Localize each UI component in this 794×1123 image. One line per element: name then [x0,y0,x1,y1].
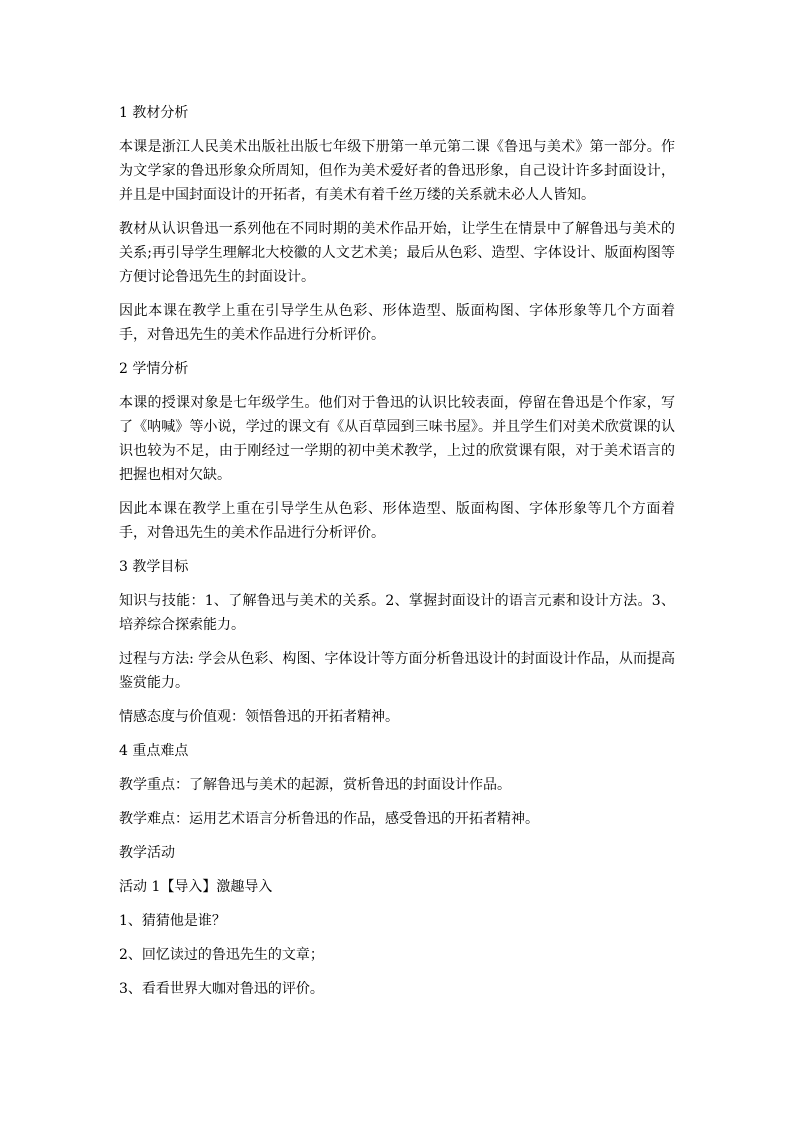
paragraph: 知识与技能：1、了解鲁迅与美术的关系。2、掌握封面设计的语言元素和设计方法。3、培养综合探索能力。 [119,593,675,633]
paragraph: 情感态度与价值观：领悟鲁迅的开拓者精神。 [119,709,399,725]
paragraph: 教学重点：了解鲁迅与美术的起源，赏析鲁迅的封面设计作品。 [119,777,511,793]
paragraph: 教学难点：运用艺术语言分析鲁迅的作品，感受鲁迅的开拓者精神。 [119,811,539,827]
paragraph: 活动 1【导入】激趣导入 [119,879,273,895]
paragraph: 因此本课在教学上重在引导学生从色彩、形体造型、版面构图、字体形象等几个方面着手，对鲁迅先生的美术作品进行分析评价。 [119,501,675,541]
paragraph: 因此本课在教学上重在引导学生从色彩、形体造型、版面构图、字体形象等几个方面着手，对鲁迅先生的美术作品进行分析评价。 [119,303,675,343]
paragraph: 过程与方法: 学会从色彩、构图、字体设计等方面分析鲁迅设计的封面设计作品，从而提高鉴赏能力。 [119,651,675,691]
document-body [119,101,675,1011]
list-item: 1、猜猜他是谁？ [119,913,226,929]
section-heading-student-analysis: 2 学情分析 [119,361,189,377]
section-heading-textbook-analysis: 1 教材分析 [119,105,189,121]
list-item: 3、看看世界大咖对鲁迅的评价。 [119,981,324,997]
paragraph: 本课是浙江人民美术出版社出版七年级下册第一单元第二课《鲁迅与美术》第一部分。作为文学家的鲁迅形象众所周知，但作为美术爱好者的鲁迅形象，自己设计许多封面设计，并且是中国封面设计的开拓者，有美术有着千丝万缕的关系就未必人人皆知。 [119,139,675,203]
paragraph: 本课的授课对象是七年级学生。他们对于鲁迅的认识比较表面，停留在鲁迅是个作家，写了《呐喊》等小说，学过的课文有《从百草园到三味书屋》。并且学生们对美术欣赏课的认识也较为不足，由于刚经过一学期的初中美术教学，上过的欣赏课有限，对于美术语言的把握也相对欠缺。 [119,395,675,483]
section-heading-teaching-goals: 3 教学目标 [119,559,189,575]
paragraph: 教材从认识鲁迅一系列他在不同时期的美术作品开始，让学生在情景中了解鲁迅与美术的关系;再引导学生理解北大校徽的人文艺术美；最后从色彩、造型、字体设计、版面构图等方便讨论鲁迅先生的封面设计。 [119,221,675,285]
section-heading-key-points: 4 重点难点 [119,743,189,759]
list-item: 2、回忆读过的鲁迅先生的文章； [119,947,324,963]
section-heading-teaching-activities: 教学活动 [119,845,175,861]
